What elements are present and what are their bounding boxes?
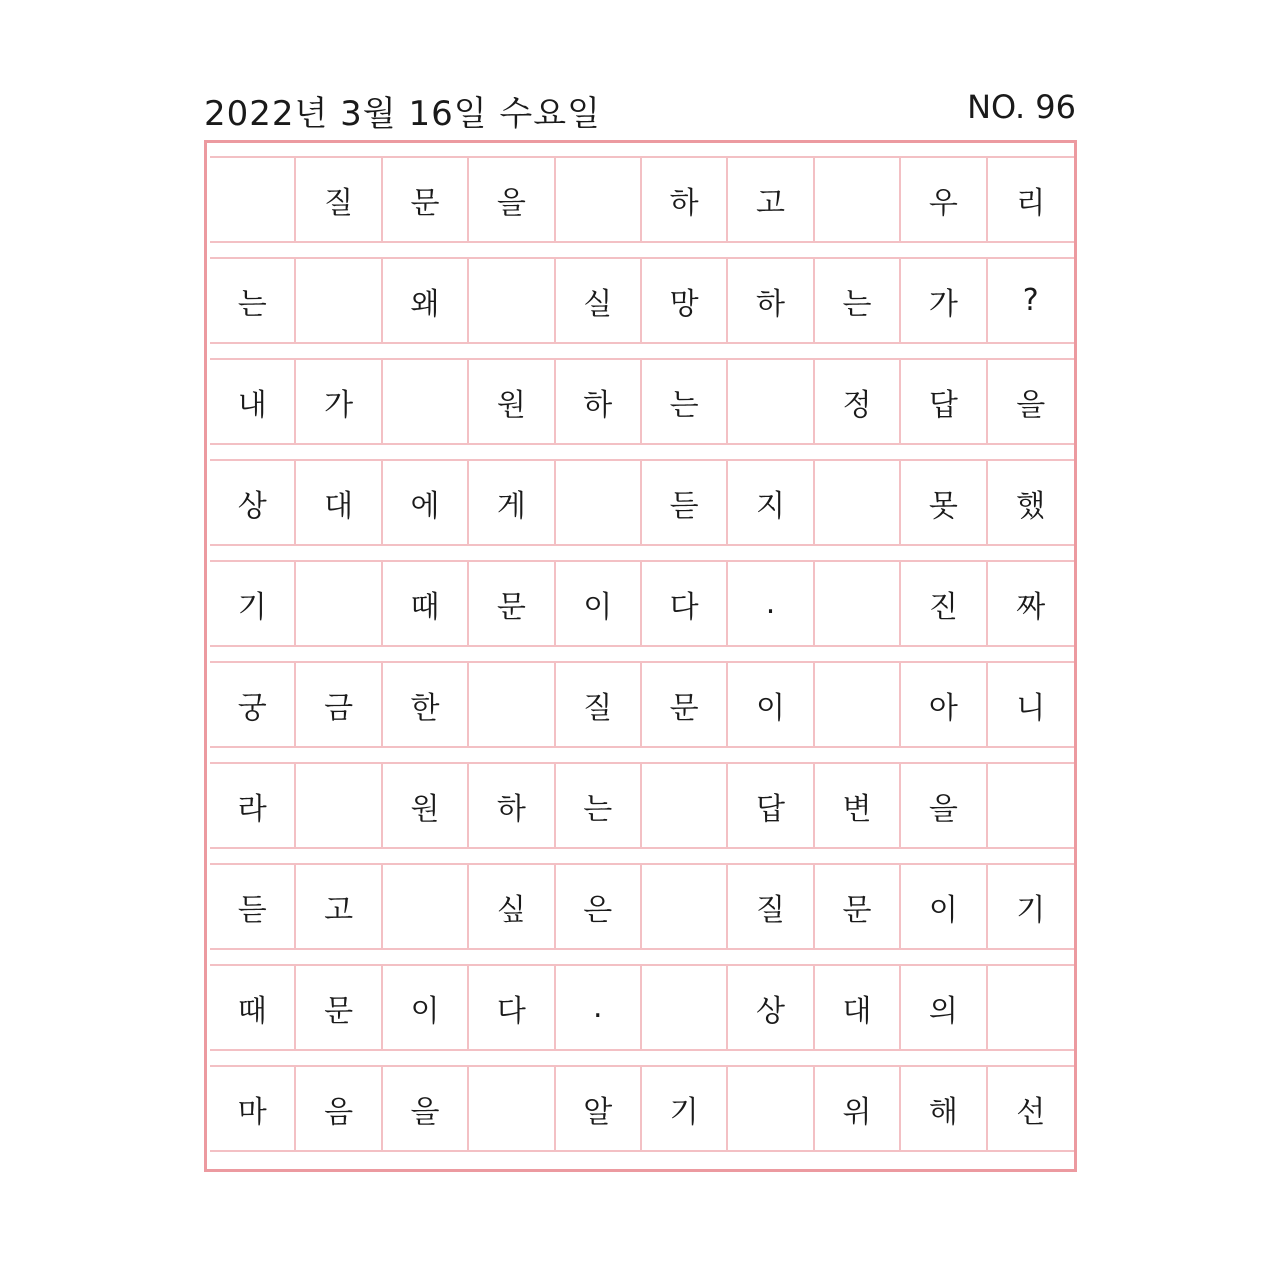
grid-cell <box>556 158 642 241</box>
grid-row <box>210 661 1074 748</box>
grid-cell: 대 <box>815 966 901 1049</box>
grid-cell: 다 <box>642 562 728 645</box>
grid-row <box>210 459 1074 546</box>
grid-cell: 아 <box>901 663 987 746</box>
grid-cell: 게 <box>469 461 555 544</box>
grid-cell: 기 <box>1016 892 1046 928</box>
grid-cell: 상 <box>728 966 814 1049</box>
grid-cell: 가 <box>296 360 382 443</box>
grid-cell: 했 <box>1016 488 1046 524</box>
grid-cell: 는 <box>642 360 728 443</box>
grid-cell <box>815 663 901 746</box>
grid-cell: 진 <box>901 562 987 645</box>
grid-cell: 변 <box>815 764 901 847</box>
grid-cell: 해 <box>901 1067 987 1150</box>
manuscript-grid <box>210 156 1074 1166</box>
grid-cell: ? <box>1022 283 1039 318</box>
grid-cell <box>728 360 814 443</box>
grid-cell <box>296 562 382 645</box>
grid-cell: 못 <box>901 461 987 544</box>
grid-cell: 가 <box>901 259 987 342</box>
grid-cell: 을 <box>469 158 555 241</box>
grid-cell <box>210 158 296 241</box>
grid-cell: 망 <box>642 259 728 342</box>
grid-cell: 기 <box>642 1067 728 1150</box>
grid-cell <box>642 764 728 847</box>
grid-cell: 질 <box>556 663 642 746</box>
grid-cell: 고 <box>296 865 382 948</box>
grid-cell: 우 <box>901 158 987 241</box>
grid-cell: 리 <box>1016 185 1046 221</box>
grid-cell: 궁 <box>210 663 296 746</box>
grid-cell <box>815 461 901 544</box>
grid-cell <box>469 259 555 342</box>
grid-cell: 원 <box>383 764 469 847</box>
grid-cell: 상 <box>210 461 296 544</box>
grid-cell: 이 <box>556 562 642 645</box>
grid-cell: 문 <box>383 158 469 241</box>
grid-cell: 답 <box>901 360 987 443</box>
grid-cell: 을 <box>901 764 987 847</box>
grid-cell <box>469 663 555 746</box>
grid-cell <box>296 764 382 847</box>
grid-cell: 답 <box>728 764 814 847</box>
grid-cell: 알 <box>556 1067 642 1150</box>
grid-cell: 을 <box>1016 387 1046 423</box>
grid-cell <box>815 562 901 645</box>
grid-cell: 왜 <box>383 259 469 342</box>
grid-cell <box>728 1067 814 1150</box>
grid-cell: 듣 <box>210 865 296 948</box>
grid-cell: 이 <box>901 865 987 948</box>
grid-cell: 의 <box>901 966 987 1049</box>
page-number: NO. 96 <box>967 88 1076 126</box>
grid-cell <box>988 764 1074 847</box>
grid-cell: 금 <box>296 663 382 746</box>
grid-cell: 내 <box>210 360 296 443</box>
grid-cell: 마 <box>210 1067 296 1150</box>
grid-cell <box>815 158 901 241</box>
grid-cell: 듣 <box>642 461 728 544</box>
grid-row <box>210 257 1074 344</box>
grid-cell: 한 <box>383 663 469 746</box>
grid-cell: 문 <box>815 865 901 948</box>
grid-cell <box>642 966 728 1049</box>
grid-cell: 을 <box>383 1067 469 1150</box>
grid-cell <box>469 1067 555 1150</box>
grid-cell: 질 <box>728 865 814 948</box>
grid-cell: 하 <box>642 158 728 241</box>
grid-cell: 이 <box>728 663 814 746</box>
page-date: 2022년 3월 16일 수요일 <box>204 94 601 134</box>
grid-cell <box>383 865 469 948</box>
grid-cell: 원 <box>469 360 555 443</box>
grid-row <box>210 863 1074 950</box>
grid-cell: 위 <box>815 1067 901 1150</box>
grid-row <box>210 358 1074 445</box>
grid-row <box>210 156 1074 243</box>
grid-cell: 정 <box>815 360 901 443</box>
grid-cell: 에 <box>383 461 469 544</box>
grid-row <box>210 762 1074 849</box>
grid-cell <box>296 259 382 342</box>
grid-cell: 니 <box>1016 690 1046 726</box>
grid-cell: 문 <box>642 663 728 746</box>
grid-cell <box>988 966 1074 1049</box>
manuscript-sheet <box>204 140 1077 1172</box>
grid-cell: 라 <box>210 764 296 847</box>
grid-row <box>210 560 1074 647</box>
grid-cell: 는 <box>815 259 901 342</box>
grid-cell: 문 <box>296 966 382 1049</box>
grid-cell: 하 <box>556 360 642 443</box>
grid-cell: . <box>728 562 814 645</box>
grid-cell: 기 <box>210 562 296 645</box>
grid-cell: 때 <box>210 966 296 1049</box>
grid-cell: 하 <box>469 764 555 847</box>
grid-cell: 실 <box>556 259 642 342</box>
grid-cell: 은 <box>556 865 642 948</box>
grid-row <box>210 964 1074 1051</box>
grid-cell: 대 <box>296 461 382 544</box>
grid-cell: 지 <box>728 461 814 544</box>
grid-cell: 는 <box>556 764 642 847</box>
grid-cell: 문 <box>469 562 555 645</box>
grid-cell: 때 <box>383 562 469 645</box>
grid-cell: 는 <box>210 259 296 342</box>
grid-cell: 음 <box>296 1067 382 1150</box>
grid-cell: 선 <box>1016 1094 1046 1130</box>
grid-cell: 싶 <box>469 865 555 948</box>
grid-cell <box>642 865 728 948</box>
grid-row <box>210 1065 1074 1152</box>
grid-cell <box>556 461 642 544</box>
grid-cell: 고 <box>728 158 814 241</box>
grid-cell: 이 <box>383 966 469 1049</box>
grid-cell: 하 <box>728 259 814 342</box>
grid-cell: 다 <box>469 966 555 1049</box>
grid-cell <box>383 360 469 443</box>
grid-cell: 질 <box>296 158 382 241</box>
grid-cell: 짜 <box>1016 589 1046 625</box>
grid-cell: . <box>556 966 642 1049</box>
